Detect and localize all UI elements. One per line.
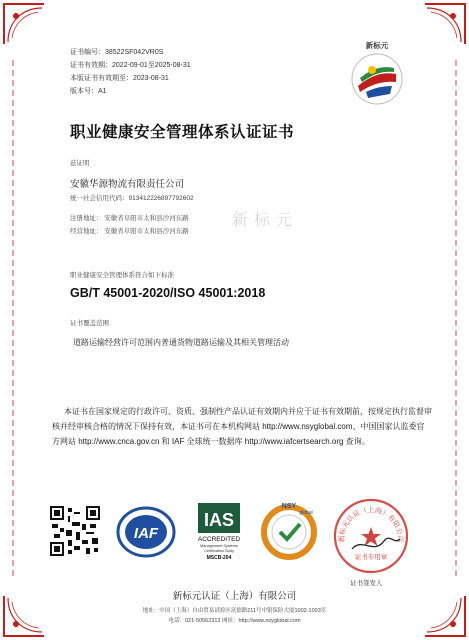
business-address: 经营地址： 安徽省阜阳市太和县沙河东路 — [70, 228, 189, 235]
ias-logo-icon — [196, 503, 242, 561]
corner-ornament-top-right — [423, 2, 467, 46]
validity-period: 证书有效期：2022-09-01至2025-08-31 — [70, 62, 191, 69]
nsy-label: NSY — [281, 503, 297, 510]
seal-ring-text: 新标元认证（上海）有限公司 — [337, 506, 405, 543]
footer-address: 地址：中国（上海）自由贸易试验区富德路211号中银保险大厦1002-1003室 — [142, 608, 327, 614]
ias-line2: Certification Body — [204, 549, 234, 553]
scope-text: 道路运输经营许可范围内普通货物道路运输及其相关管理活动 — [73, 338, 289, 347]
ias-code: MSCB-204 — [206, 555, 232, 561]
cert-number: 证书编号：38522SF042VR0S — [70, 49, 164, 56]
official-seal-icon — [332, 497, 410, 575]
qr-code-icon — [50, 506, 100, 556]
signatory-label: 证书签发人 — [350, 580, 383, 587]
credit-code: 统一社会信用代码：913412226897792602 — [70, 195, 194, 202]
standard-intro: 职业健康安全管理体系符合如下标准 — [70, 272, 174, 279]
footer-company: 新标元认证（上海）有限公司 — [172, 591, 297, 602]
logo-emblem-icon — [350, 52, 404, 106]
logo-title: 新标元 — [365, 41, 389, 50]
left-border-pattern — [10, 60, 16, 580]
iaf-logo-icon — [116, 506, 176, 558]
version-number: 版本号：A1 — [70, 88, 107, 95]
scope-label: 证书覆盖范围 — [70, 320, 109, 327]
certificate-meta — [70, 46, 191, 98]
nsy-global-logo-icon — [256, 500, 322, 560]
iaf-label: IAF — [133, 525, 159, 542]
this-version-validity: 本版证书有效期至：2023-08-31 — [70, 75, 169, 82]
corner-ornament-top-left — [2, 2, 46, 46]
right-border-pattern — [453, 60, 459, 580]
validity-paragraph: 本证书在国家规定的行政许可、资质、强制性产品认证有效期内并应于证书有效期前，按规定执行监督审核并经审核合格的情况下保持有效，本证书可在本机构网站 http://www.nsyglobal.com、中国国家认监委官方网站 http://www.cnca.gov.cn 和 IAF 全球统一数据库 http://www.iafcertsearch.org 查询。 — [52, 407, 432, 446]
watermark-text: 新标元 — [232, 212, 299, 229]
seal-center-text: 证书专用章 — [354, 553, 388, 561]
company-name: 安徽华源物流有限责任公司 — [70, 179, 185, 190]
ias-accredited: ACCREDITED — [197, 536, 241, 543]
ias-line1: Management Systems — [200, 544, 238, 548]
page-title: 职业健康安全管理体系认证证书 — [70, 124, 295, 141]
nsy-logo — [346, 40, 408, 110]
certify-label: 兹证明 — [70, 160, 90, 167]
ias-label: IAS — [203, 510, 235, 530]
standard-code: GB/T 45001-2020/ISO 45001:2018 — [70, 286, 266, 300]
registered-address: 注册地址： 安徽省阜阳市太和县沙河东路 — [70, 215, 189, 222]
footer-contact: 电话：021-50562313 网址：http://www.nsyglobal.com — [168, 618, 301, 624]
nsy-sub: global — [299, 510, 313, 516]
